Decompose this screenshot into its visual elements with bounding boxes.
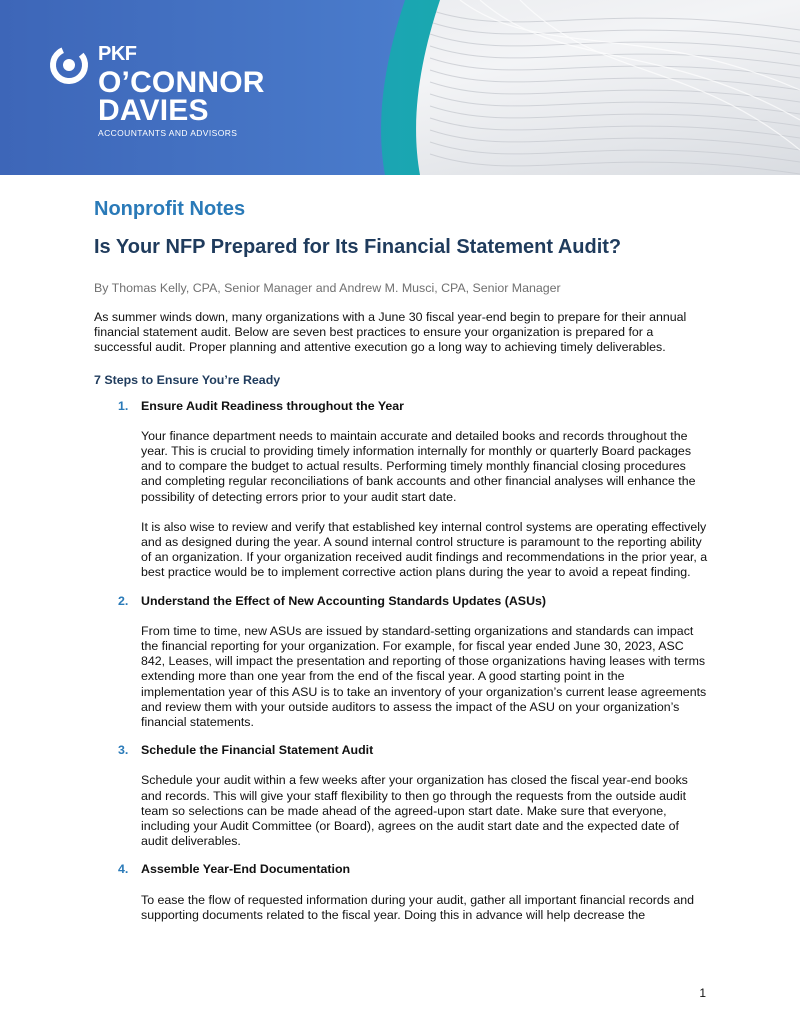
page-number: 1 — [699, 986, 706, 1000]
brand-tagline: ACCOUNTANTS AND ADVISORS — [98, 128, 238, 138]
step-number: 4. — [118, 862, 129, 877]
step-item — [94, 399, 708, 581]
step-number: 2. — [118, 593, 129, 608]
step-number: 3. — [118, 743, 129, 758]
brand-name-line2: DAVIES — [98, 94, 209, 127]
company-logo — [48, 42, 288, 142]
step-paragraph: Your finance department needs to maintain accurate and detailed books and records throughout the year. This is crucial to providing timely information internally for monthly or quarterly Board packages and to compare the budget to actual results. Performing timely monthly financial closing procedures and completing regular reconciliations of bank accounts and other financial analyses will enhance the possibility of detecting errors prior to your audit start date. — [141, 428, 696, 504]
step-paragraph: To ease the flow of requested information during your audit, gather all important financial records and supporting documents related to the fiscal year. Doing this in advance will help decrease the — [141, 892, 695, 922]
article-title: Is Your NFP Prepared for Its Financial Statement Audit? — [94, 236, 622, 258]
step-title: Understand the Effect of New Accounting Standards Updates (ASUs) — [141, 593, 547, 608]
step-paragraph: Schedule your audit within a few weeks after your organization has closed the fiscal year-end books and records. This will give your staff flexibility to then go through the requests from the outside audit team so selections can be made ahead of the agreed-upon start date. Make sure that everyone, including your Audit Committee (or Board), agrees on the audit start date and the expected date of audit deliverables. — [141, 773, 688, 849]
header-banner — [0, 0, 800, 175]
newsletter-kicker: Nonprofit Notes — [94, 198, 246, 220]
brand-pkf: PKF — [98, 43, 137, 65]
step-item — [94, 743, 708, 849]
step-item — [94, 594, 708, 731]
step-title: Assemble Year-End Documentation — [141, 862, 351, 877]
step-item — [94, 862, 708, 923]
steps-heading: 7 Steps to Ensure You’re Ready — [94, 372, 281, 387]
step-paragraph: From time to time, new ASUs are issued by standard-setting organizations and standards can impact the financial reporting for your organization. For example, for fiscal year ended June 30, 2023, ASC 842, Leases, will impact the presentation and reporting of those organizations having leases with terms extending more than one year from the end of the fiscal year. A good starting point in the implementation year of this ASU is to take an inventory of your organization’s current lease agreements and review them with your outside auditors to assess the impact of the ASU on your organization’s financial statements. — [141, 623, 707, 730]
step-title: Ensure Audit Readiness throughout the Year — [141, 398, 404, 413]
document-body — [94, 196, 708, 936]
brand-name-line1: O’CONNOR — [98, 66, 265, 99]
pkf-logo-mark-icon — [48, 44, 90, 86]
step-title: Schedule the Financial Statement Audit — [141, 743, 374, 758]
steps-list — [94, 399, 708, 923]
step-number: 1. — [118, 398, 129, 413]
step-paragraph: It is also wise to review and verify that established key internal control systems are operating effectively and as designed during the year. A sound internal control structure is paramount to the reporting ability of an organization. If your organization received audit findings and recommendations in the prior year, a best practice would be to implement corrective action plans during the year to avoid a repeat finding. — [141, 519, 708, 580]
intro-paragraph: As summer winds down, many organizations with a June 30 fiscal year-end begin to prepare for their annual financial statement audit. Below are seven best practices to ensure your organization is prepared for a successful audit. Proper planning and attentive execution go a long way to achieving timely deliverables. — [94, 310, 687, 355]
article-byline: By Thomas Kelly, CPA, Senior Manager and Andrew M. Musci, CPA, Senior Manager — [94, 281, 561, 295]
